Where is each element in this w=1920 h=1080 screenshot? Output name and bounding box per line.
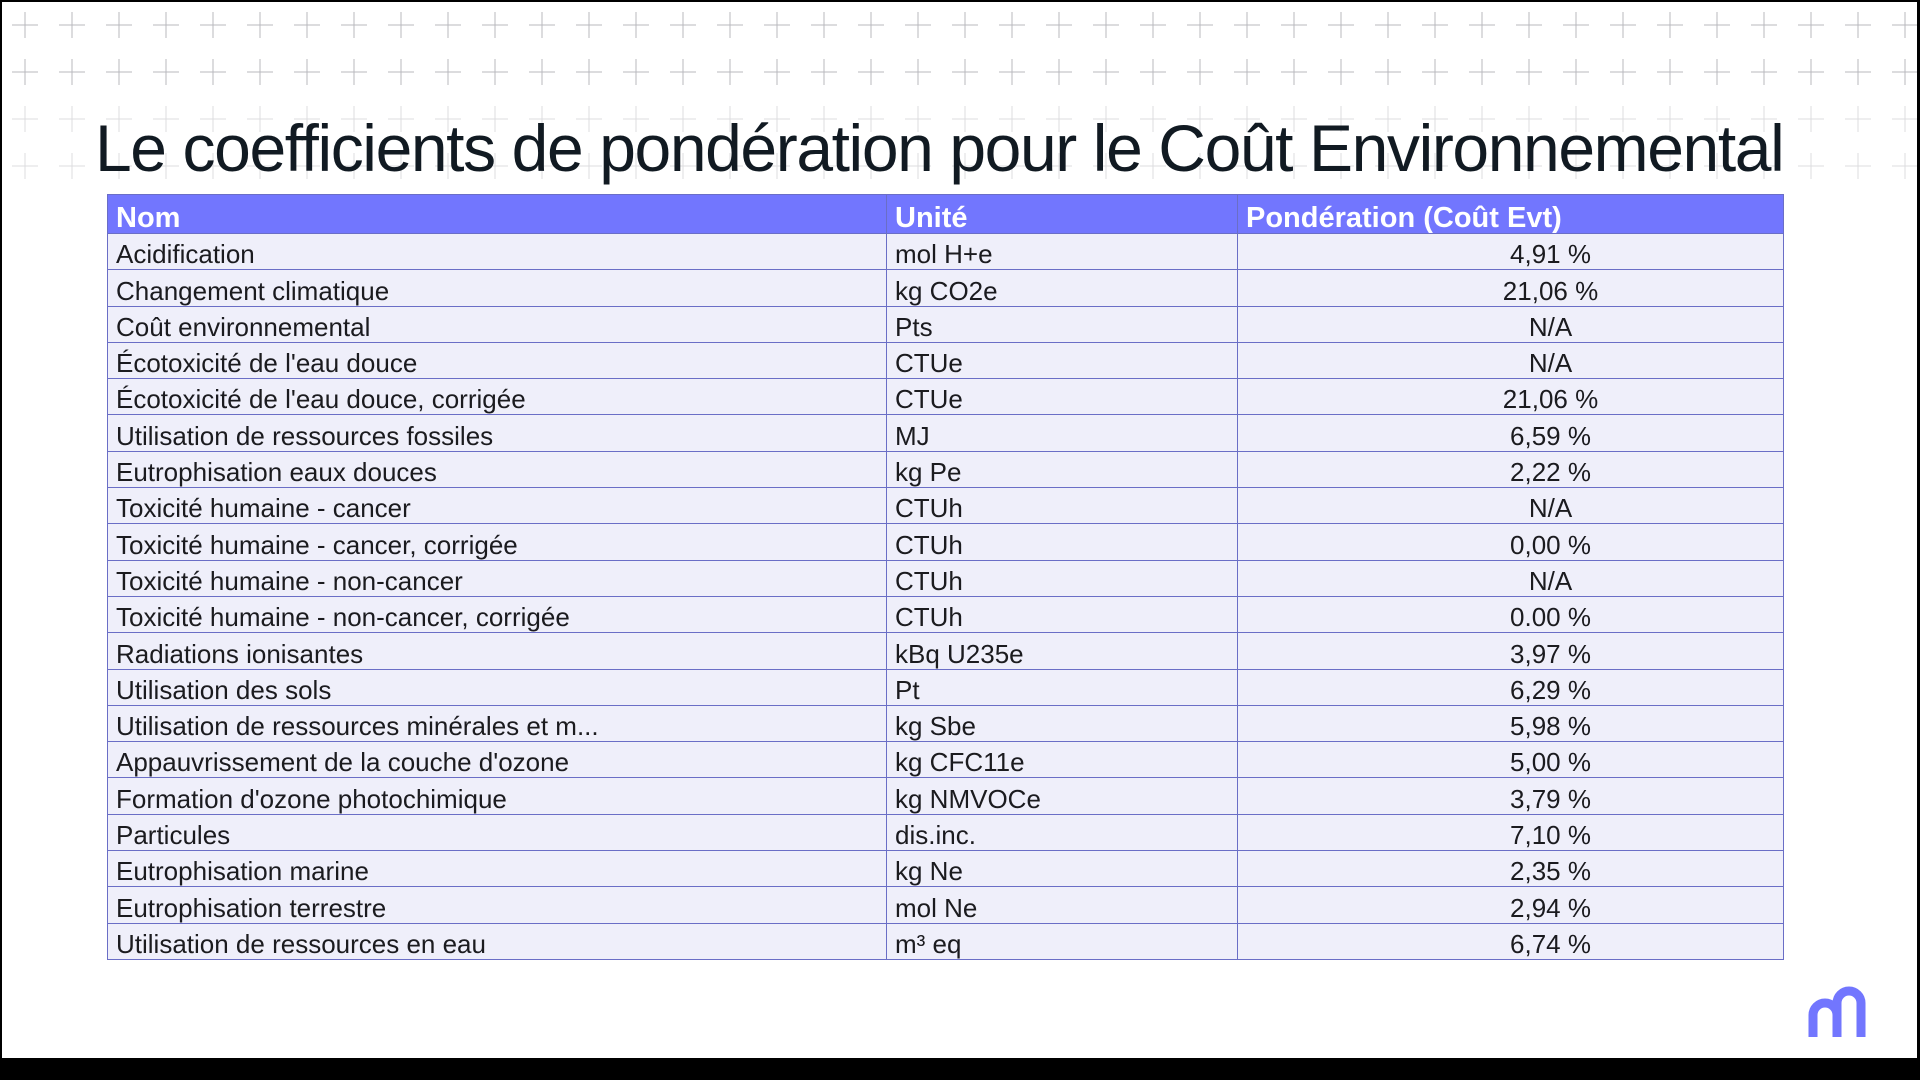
cell-ponderation: 3,97 % (1238, 633, 1784, 669)
cell-nom: Utilisation de ressources minérales et m... (108, 705, 887, 741)
slide (2, 2, 1917, 1058)
table-row (108, 415, 1784, 451)
cell-unite: CTUh (887, 560, 1238, 596)
table-row (108, 923, 1784, 959)
cell-unite: kg NMVOCe (887, 778, 1238, 814)
cell-unite: Pts (887, 306, 1238, 342)
cell-nom: Acidification (108, 234, 887, 270)
cell-ponderation: 21,06 % (1238, 379, 1784, 415)
table-row (108, 705, 1784, 741)
table-row (108, 669, 1784, 705)
cell-unite: kg Sbe (887, 705, 1238, 741)
cell-unite: Pt (887, 669, 1238, 705)
table-header-row (108, 195, 1784, 234)
cell-nom: Utilisation de ressources fossiles (108, 415, 887, 451)
cell-ponderation: 2,94 % (1238, 887, 1784, 923)
brand-logo-icon (1806, 975, 1882, 1039)
cell-unite: CTUh (887, 524, 1238, 560)
cell-unite: CTUh (887, 488, 1238, 524)
table-row (108, 560, 1784, 596)
table-row (108, 814, 1784, 850)
cell-ponderation: N/A (1238, 306, 1784, 342)
cell-ponderation: 21,06 % (1238, 270, 1784, 306)
cell-ponderation: N/A (1238, 488, 1784, 524)
cell-unite: mol H+e (887, 234, 1238, 270)
cell-unite: kg Pe (887, 451, 1238, 487)
cell-nom: Toxicité humaine - non-cancer, corrigée (108, 596, 887, 632)
table-row (108, 342, 1784, 378)
cell-unite: dis.inc. (887, 814, 1238, 850)
cell-ponderation: 5,98 % (1238, 705, 1784, 741)
cell-unite: kg CFC11e (887, 742, 1238, 778)
table-row (108, 234, 1784, 270)
cell-unite: MJ (887, 415, 1238, 451)
table-row (108, 887, 1784, 923)
cell-unite: kg CO2e (887, 270, 1238, 306)
cell-unite: CTUe (887, 342, 1238, 378)
cell-unite: CTUh (887, 596, 1238, 632)
cell-ponderation: 4,91 % (1238, 234, 1784, 270)
cell-nom: Toxicité humaine - cancer (108, 488, 887, 524)
cell-nom: Changement climatique (108, 270, 887, 306)
table-row (108, 742, 1784, 778)
table-row (108, 524, 1784, 560)
table-row (108, 379, 1784, 415)
cell-unite: mol Ne (887, 887, 1238, 923)
table-row (108, 270, 1784, 306)
cell-ponderation: 0.00 % (1238, 596, 1784, 632)
cell-nom: Écotoxicité de l'eau douce (108, 342, 887, 378)
cell-unite: CTUe (887, 379, 1238, 415)
cell-ponderation: 6,59 % (1238, 415, 1784, 451)
cell-nom: Particules (108, 814, 887, 850)
cell-nom: Formation d'ozone photochimique (108, 778, 887, 814)
cell-nom: Utilisation des sols (108, 669, 887, 705)
cell-ponderation: 6,29 % (1238, 669, 1784, 705)
column-header-nom: Nom (108, 195, 887, 234)
cell-nom: Eutrophisation eaux douces (108, 451, 887, 487)
cell-ponderation: 0,00 % (1238, 524, 1784, 560)
cell-ponderation: 2,35 % (1238, 851, 1784, 887)
cell-nom: Appauvrissement de la couche d'ozone (108, 742, 887, 778)
column-header-ponderation: Pondération (Coût Evt) (1238, 195, 1784, 234)
cell-ponderation: 7,10 % (1238, 814, 1784, 850)
cell-ponderation: 5,00 % (1238, 742, 1784, 778)
cell-nom: Eutrophisation terrestre (108, 887, 887, 923)
table-row (108, 451, 1784, 487)
cell-ponderation: 6,74 % (1238, 923, 1784, 959)
cell-nom: Coût environnemental (108, 306, 887, 342)
table-row (108, 488, 1784, 524)
cell-unite: kg Ne (887, 851, 1238, 887)
cell-nom: Écotoxicité de l'eau douce, corrigée (108, 379, 887, 415)
column-header-unite: Unité (887, 195, 1238, 234)
cell-nom: Toxicité humaine - non-cancer (108, 560, 887, 596)
cell-nom: Radiations ionisantes (108, 633, 887, 669)
cell-unite: kBq U235e (887, 633, 1238, 669)
cell-ponderation: N/A (1238, 342, 1784, 378)
cell-ponderation: N/A (1238, 560, 1784, 596)
cell-ponderation: 3,79 % (1238, 778, 1784, 814)
cell-nom: Utilisation de ressources en eau (108, 923, 887, 959)
cell-nom: Toxicité humaine - cancer, corrigée (108, 524, 887, 560)
table-row (108, 778, 1784, 814)
table-row (108, 596, 1784, 632)
table-row (108, 306, 1784, 342)
cell-unite: m³ eq (887, 923, 1238, 959)
weighting-table (107, 194, 1784, 960)
cell-ponderation: 2,22 % (1238, 451, 1784, 487)
table-row (108, 633, 1784, 669)
page-title: Le coefficients de pondération pour le Coût Environnemental (95, 111, 1784, 186)
table-row (108, 851, 1784, 887)
cell-nom: Eutrophisation marine (108, 851, 887, 887)
